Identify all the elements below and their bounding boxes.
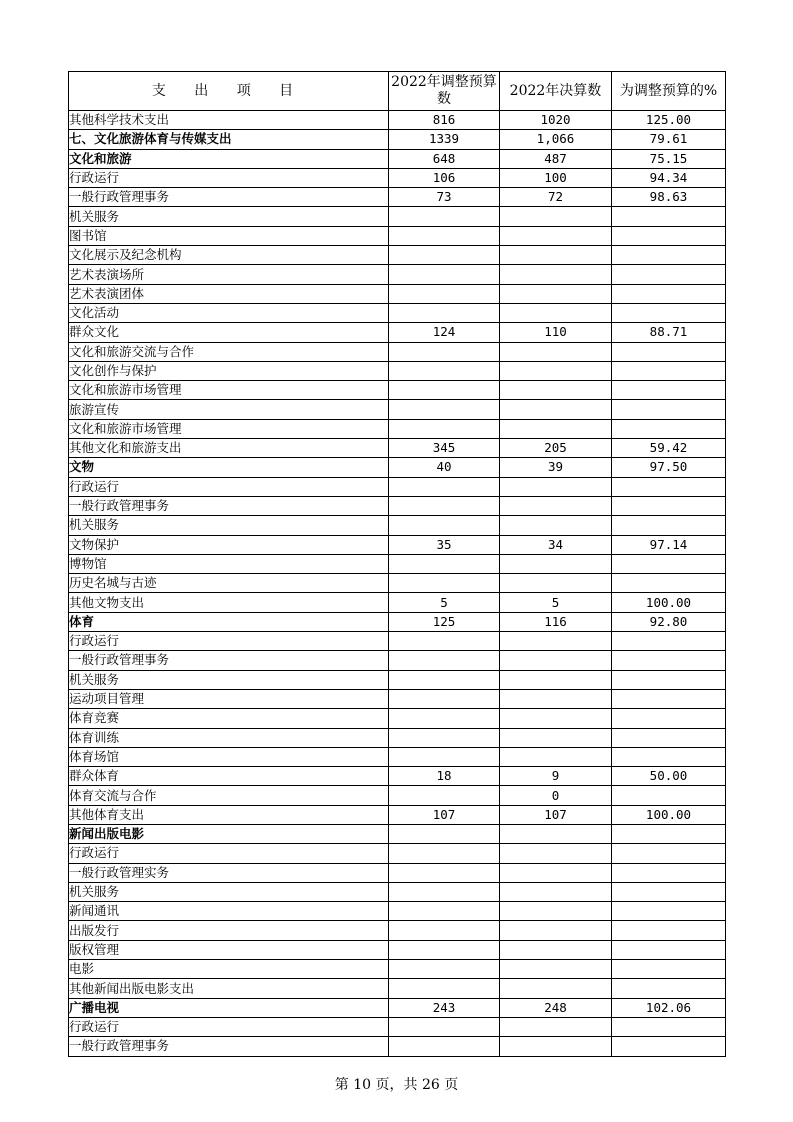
- table-row: [69, 361, 726, 380]
- row-budget: 1339: [389, 130, 500, 149]
- table-row: [69, 400, 726, 419]
- row-budget: [389, 554, 500, 573]
- page-footer: 第 10 页，共 26 页: [334, 1077, 459, 1093]
- row-budget: [389, 342, 500, 361]
- row-name: 图书馆: [69, 226, 389, 245]
- row-budget: [389, 284, 500, 303]
- table-row: [69, 323, 726, 342]
- row-pct: [612, 844, 726, 863]
- row-final: [500, 863, 612, 882]
- table-row: [69, 786, 726, 805]
- row-name: 一般行政管理事务: [69, 496, 389, 515]
- table-row: [69, 458, 726, 477]
- table-row: [69, 303, 726, 322]
- row-name: 行政运行: [69, 844, 389, 863]
- row-final: [500, 226, 612, 245]
- row-final: [500, 246, 612, 265]
- row-budget: [389, 303, 500, 322]
- row-budget: [389, 400, 500, 419]
- row-pct: [612, 921, 726, 940]
- row-pct: [612, 1037, 726, 1056]
- row-name: 旅游宣传: [69, 400, 389, 419]
- row-final: [500, 882, 612, 901]
- row-name: 版权管理: [69, 940, 389, 959]
- row-pct: [612, 786, 726, 805]
- row-name: 文化创作与保护: [69, 361, 389, 380]
- row-final: [500, 670, 612, 689]
- row-pct: [612, 516, 726, 535]
- header-item: 支 出 项 目: [69, 72, 389, 111]
- table-row: [69, 844, 726, 863]
- row-final: [500, 419, 612, 438]
- table-row: [69, 921, 726, 940]
- row-pct: [612, 940, 726, 959]
- row-pct: [612, 882, 726, 901]
- row-final: [500, 574, 612, 593]
- table-row: [69, 960, 726, 979]
- row-pct: 79.61: [612, 130, 726, 149]
- row-final: [500, 207, 612, 226]
- table-row: [69, 342, 726, 361]
- row-pct: [612, 284, 726, 303]
- row-final: [500, 689, 612, 708]
- row-final: [500, 728, 612, 747]
- row-name: 运动项目管理: [69, 689, 389, 708]
- row-final: 1020: [500, 111, 612, 130]
- row-budget: [389, 940, 500, 959]
- row-name: 群众文化: [69, 323, 389, 342]
- row-final: [500, 709, 612, 728]
- header-pct: 为调整预算的%: [612, 72, 726, 111]
- row-pct: 100.00: [612, 805, 726, 824]
- table-row: [69, 863, 726, 882]
- table-row: [69, 284, 726, 303]
- row-final: [500, 516, 612, 535]
- table-body: [69, 111, 726, 1057]
- table-row: [69, 439, 726, 458]
- row-final: 116: [500, 612, 612, 631]
- row-final: [500, 381, 612, 400]
- row-name: 行政运行: [69, 168, 389, 187]
- row-budget: [389, 246, 500, 265]
- row-final: [500, 960, 612, 979]
- row-pct: 50.00: [612, 767, 726, 786]
- table-row: [69, 246, 726, 265]
- row-budget: [389, 824, 500, 843]
- table-row: [69, 805, 726, 824]
- table-row: [69, 979, 726, 998]
- row-final: 5: [500, 593, 612, 612]
- row-final: [500, 824, 612, 843]
- row-final: 72: [500, 188, 612, 207]
- row-name: 一般行政管理事务: [69, 188, 389, 207]
- row-final: [500, 400, 612, 419]
- row-pct: [612, 265, 726, 284]
- table-row: [69, 767, 726, 786]
- row-budget: [389, 207, 500, 226]
- row-name: 体育竞赛: [69, 709, 389, 728]
- row-pct: 97.50: [612, 458, 726, 477]
- row-budget: [389, 1037, 500, 1056]
- row-name: 体育: [69, 612, 389, 631]
- row-final: [500, 921, 612, 940]
- table-row: [69, 1037, 726, 1056]
- row-budget: 816: [389, 111, 500, 130]
- row-pct: [612, 960, 726, 979]
- row-pct: [612, 496, 726, 515]
- row-pct: 125.00: [612, 111, 726, 130]
- row-pct: [612, 400, 726, 419]
- header-final: 2022年决算数: [500, 72, 612, 111]
- row-pct: [612, 207, 726, 226]
- row-pct: 92.80: [612, 612, 726, 631]
- row-budget: 124: [389, 323, 500, 342]
- row-final: 100: [500, 168, 612, 187]
- row-budget: [389, 361, 500, 380]
- row-name: 行政运行: [69, 477, 389, 496]
- row-name: 体育场馆: [69, 747, 389, 766]
- row-budget: [389, 747, 500, 766]
- row-final: [500, 979, 612, 998]
- row-pct: 59.42: [612, 439, 726, 458]
- row-pct: [612, 226, 726, 245]
- row-budget: [389, 863, 500, 882]
- row-pct: [612, 554, 726, 573]
- row-budget: [389, 709, 500, 728]
- row-budget: [389, 921, 500, 940]
- row-final: [500, 651, 612, 670]
- table-row: [69, 882, 726, 901]
- row-budget: [389, 882, 500, 901]
- row-budget: [389, 477, 500, 496]
- row-final: [500, 265, 612, 284]
- row-budget: [389, 728, 500, 747]
- row-name: 艺术表演场所: [69, 265, 389, 284]
- row-final: [500, 940, 612, 959]
- row-budget: [389, 651, 500, 670]
- row-budget: 106: [389, 168, 500, 187]
- row-pct: [612, 651, 726, 670]
- table-row: [69, 940, 726, 959]
- row-name: 其他科学技术支出: [69, 111, 389, 130]
- row-final: 34: [500, 535, 612, 554]
- row-pct: [612, 342, 726, 361]
- table-row: [69, 496, 726, 515]
- row-final: [500, 496, 612, 515]
- row-budget: [389, 979, 500, 998]
- row-final: [500, 477, 612, 496]
- row-final: 110: [500, 323, 612, 342]
- row-name: 历史名城与古迹: [69, 574, 389, 593]
- row-budget: 40: [389, 458, 500, 477]
- table-row: [69, 902, 726, 921]
- row-pct: [612, 361, 726, 380]
- row-budget: [389, 381, 500, 400]
- row-pct: [612, 419, 726, 438]
- row-budget: [389, 226, 500, 245]
- row-name: 体育交流与合作: [69, 786, 389, 805]
- row-final: 9: [500, 767, 612, 786]
- row-name: 文物保护: [69, 535, 389, 554]
- row-final: [500, 361, 612, 380]
- row-final: [500, 1037, 612, 1056]
- row-pct: [612, 574, 726, 593]
- row-name: 七、文化旅游体育与传媒支出: [69, 130, 389, 149]
- row-pct: [612, 381, 726, 400]
- row-name: 一般行政管理事务: [69, 651, 389, 670]
- row-pct: 102.06: [612, 998, 726, 1017]
- table-row: [69, 381, 726, 400]
- row-pct: [612, 477, 726, 496]
- table-row: [69, 535, 726, 554]
- table-row: [69, 1017, 726, 1036]
- row-final: [500, 342, 612, 361]
- table-row: [69, 728, 726, 747]
- row-final: [500, 632, 612, 651]
- table-row: [69, 709, 726, 728]
- row-final: 205: [500, 439, 612, 458]
- row-budget: 243: [389, 998, 500, 1017]
- row-pct: [612, 246, 726, 265]
- row-pct: [612, 709, 726, 728]
- table-row: [69, 168, 726, 187]
- row-final: 487: [500, 149, 612, 168]
- row-name: 机关服务: [69, 670, 389, 689]
- row-final: [500, 902, 612, 921]
- row-final: 1,066: [500, 130, 612, 149]
- row-budget: [389, 786, 500, 805]
- row-budget: [389, 632, 500, 651]
- row-name: 文物: [69, 458, 389, 477]
- row-final: [500, 1017, 612, 1036]
- row-pct: [612, 728, 726, 747]
- table-row: [69, 998, 726, 1017]
- row-name: 文化和旅游市场管理: [69, 381, 389, 400]
- row-final: [500, 284, 612, 303]
- table-row: [69, 593, 726, 612]
- row-name: 文化和旅游市场管理: [69, 419, 389, 438]
- row-budget: [389, 419, 500, 438]
- table-row: [69, 574, 726, 593]
- row-name: 出版发行: [69, 921, 389, 940]
- row-name: 体育训练: [69, 728, 389, 747]
- row-pct: [612, 1017, 726, 1036]
- row-name: 机关服务: [69, 207, 389, 226]
- row-pct: 88.71: [612, 323, 726, 342]
- row-budget: 5: [389, 593, 500, 612]
- table-header-row: [69, 72, 726, 111]
- row-pct: [612, 824, 726, 843]
- row-final: 39: [500, 458, 612, 477]
- row-name: 文化和旅游交流与合作: [69, 342, 389, 361]
- row-name: 其他文物支出: [69, 593, 389, 612]
- row-name: 广播电视: [69, 998, 389, 1017]
- row-pct: [612, 863, 726, 882]
- row-name: 新闻通讯: [69, 902, 389, 921]
- row-final: [500, 554, 612, 573]
- row-pct: [612, 303, 726, 322]
- table-row: [69, 651, 726, 670]
- row-pct: [612, 979, 726, 998]
- row-name: 行政运行: [69, 632, 389, 651]
- row-final: [500, 844, 612, 863]
- row-budget: [389, 689, 500, 708]
- row-final: 107: [500, 805, 612, 824]
- table-row: [69, 612, 726, 631]
- row-name: 一般行政管理事务: [69, 1037, 389, 1056]
- row-final: 248: [500, 998, 612, 1017]
- row-budget: 18: [389, 767, 500, 786]
- row-pct: 100.00: [612, 593, 726, 612]
- table-row: [69, 689, 726, 708]
- row-final: 0: [500, 786, 612, 805]
- row-name: 群众体育: [69, 767, 389, 786]
- row-name: 其他文化和旅游支出: [69, 439, 389, 458]
- row-name: 新闻出版电影: [69, 824, 389, 843]
- table-row: [69, 226, 726, 245]
- row-final: [500, 747, 612, 766]
- table-row: [69, 516, 726, 535]
- table-row: [69, 111, 726, 130]
- row-budget: [389, 844, 500, 863]
- row-name: 电影: [69, 960, 389, 979]
- row-final: [500, 303, 612, 322]
- row-budget: [389, 960, 500, 979]
- row-pct: [612, 902, 726, 921]
- row-pct: 94.34: [612, 168, 726, 187]
- row-name: 机关服务: [69, 882, 389, 901]
- row-pct: [612, 670, 726, 689]
- row-name: 其他体育支出: [69, 805, 389, 824]
- row-budget: [389, 902, 500, 921]
- row-budget: [389, 496, 500, 515]
- row-budget: 648: [389, 149, 500, 168]
- row-budget: [389, 265, 500, 284]
- table-row: [69, 670, 726, 689]
- table-row: [69, 477, 726, 496]
- table-row: [69, 824, 726, 843]
- table-row: [69, 554, 726, 573]
- table-row: [69, 747, 726, 766]
- row-name: 艺术表演团体: [69, 284, 389, 303]
- table-row: [69, 419, 726, 438]
- table-row: [69, 265, 726, 284]
- row-pct: 98.63: [612, 188, 726, 207]
- row-budget: [389, 574, 500, 593]
- table-row: [69, 632, 726, 651]
- row-name: 文化活动: [69, 303, 389, 322]
- row-budget: 125: [389, 612, 500, 631]
- header-budget: 2022年调整预算数: [389, 72, 500, 111]
- row-budget: 73: [389, 188, 500, 207]
- row-pct: [612, 747, 726, 766]
- row-budget: 107: [389, 805, 500, 824]
- row-name: 一般行政管理实务: [69, 863, 389, 882]
- row-budget: [389, 1017, 500, 1036]
- table-row: [69, 188, 726, 207]
- row-budget: 35: [389, 535, 500, 554]
- row-name: 行政运行: [69, 1017, 389, 1036]
- table-row: [69, 130, 726, 149]
- row-name: 文化和旅游: [69, 149, 389, 168]
- row-budget: 345: [389, 439, 500, 458]
- row-pct: [612, 632, 726, 651]
- row-name: 机关服务: [69, 516, 389, 535]
- row-name: 文化展示及纪念机构: [69, 246, 389, 265]
- row-pct: 75.15: [612, 149, 726, 168]
- row-budget: [389, 516, 500, 535]
- table-row: [69, 207, 726, 226]
- row-pct: 97.14: [612, 535, 726, 554]
- row-pct: [612, 689, 726, 708]
- row-name: 其他新闻出版电影支出: [69, 979, 389, 998]
- expenditure-table: [68, 71, 726, 1057]
- row-budget: [389, 670, 500, 689]
- table-row: [69, 149, 726, 168]
- row-name: 博物馆: [69, 554, 389, 573]
